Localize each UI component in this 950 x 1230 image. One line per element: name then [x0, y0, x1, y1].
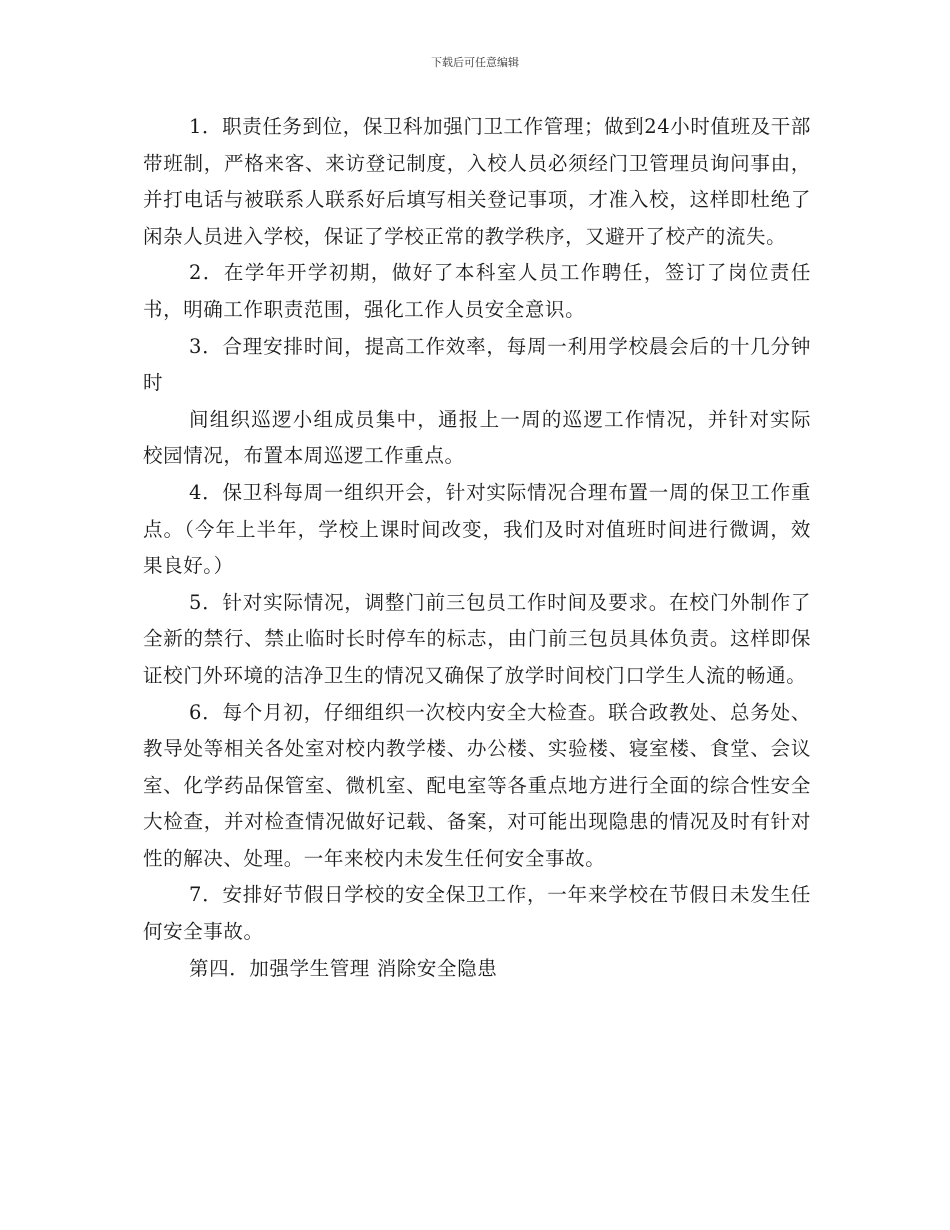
paragraph-item-6: 6．每个月初，仔细组织一次校内安全大检查。联合政教处、总务处、教导处等相关各处室对校内教学楼、办公楼、实验楼、寝室楼、食堂、会议室、化学药品保管室、微机室、配电室等各重点地方进行全面的综合性安全大检查，并对检查情况做好记载、备案，对可能出现隐患的情况及时有针对性的解决、处理。一年来校内未发生任何安全事故。 [143, 700, 811, 870]
paragraph-item-2: 2．在学年开学初期，做好了本科室人员工作聘任，签订了岗位责任书，明确工作职责范围，强化工作人员安全意识。 [143, 261, 811, 321]
paragraph-item-3: 3．合理安排时间，提高工作效率，每周一利用学校晨会后的十几分钟时 [143, 334, 811, 395]
paragraph-item-5: 5．针对实际情况，调整门前三包员工作时间及要求。在校门外制作了全新的禁行、禁止临时长时停车的标志，由门前三包员具体负责。这样即保证校门外环境的洁净卫生的情况又确保了放学时间校门口学生人流的畅通。 [143, 590, 811, 687]
paragraph-item-3-continued: 间组织巡逻小组成员集中，通报上一周的巡逻工作情况，并针对实际校园情况，布置本周巡逻工作重点。 [143, 407, 811, 468]
section-heading: 第四．加强学生管理 消除安全隐患 [189, 956, 498, 980]
paragraph-item-4: 4．保卫科每周一组织开会，针对实际情况合理布置一周的保卫工作重点。（今年上半年，学校上课时间改变，我们及时对值班时间进行微调，效果良好。） [143, 480, 811, 578]
document-body [143, 109, 811, 987]
paragraph-item-1: 1．职责任务到位，保卫科加强门卫工作管理；做到24小时值班及干部带班制，严格来客、来访登记制度，入校人员必须经门卫管理员询问事由，并打电话与被联系人联系好后填写相关登记事项，才准入校，这样即杜绝了闲杂人员进入学校，保证了学校正常的教学秩序，又避开了校产的流失。 [143, 115, 811, 248]
page-header-note: 下载后可任意编辑 [431, 56, 519, 69]
paragraph-item-7: 7．安排好节假日学校的安全保卫工作，一年来学校在节假日未发生任何安全事故。 [143, 883, 811, 944]
